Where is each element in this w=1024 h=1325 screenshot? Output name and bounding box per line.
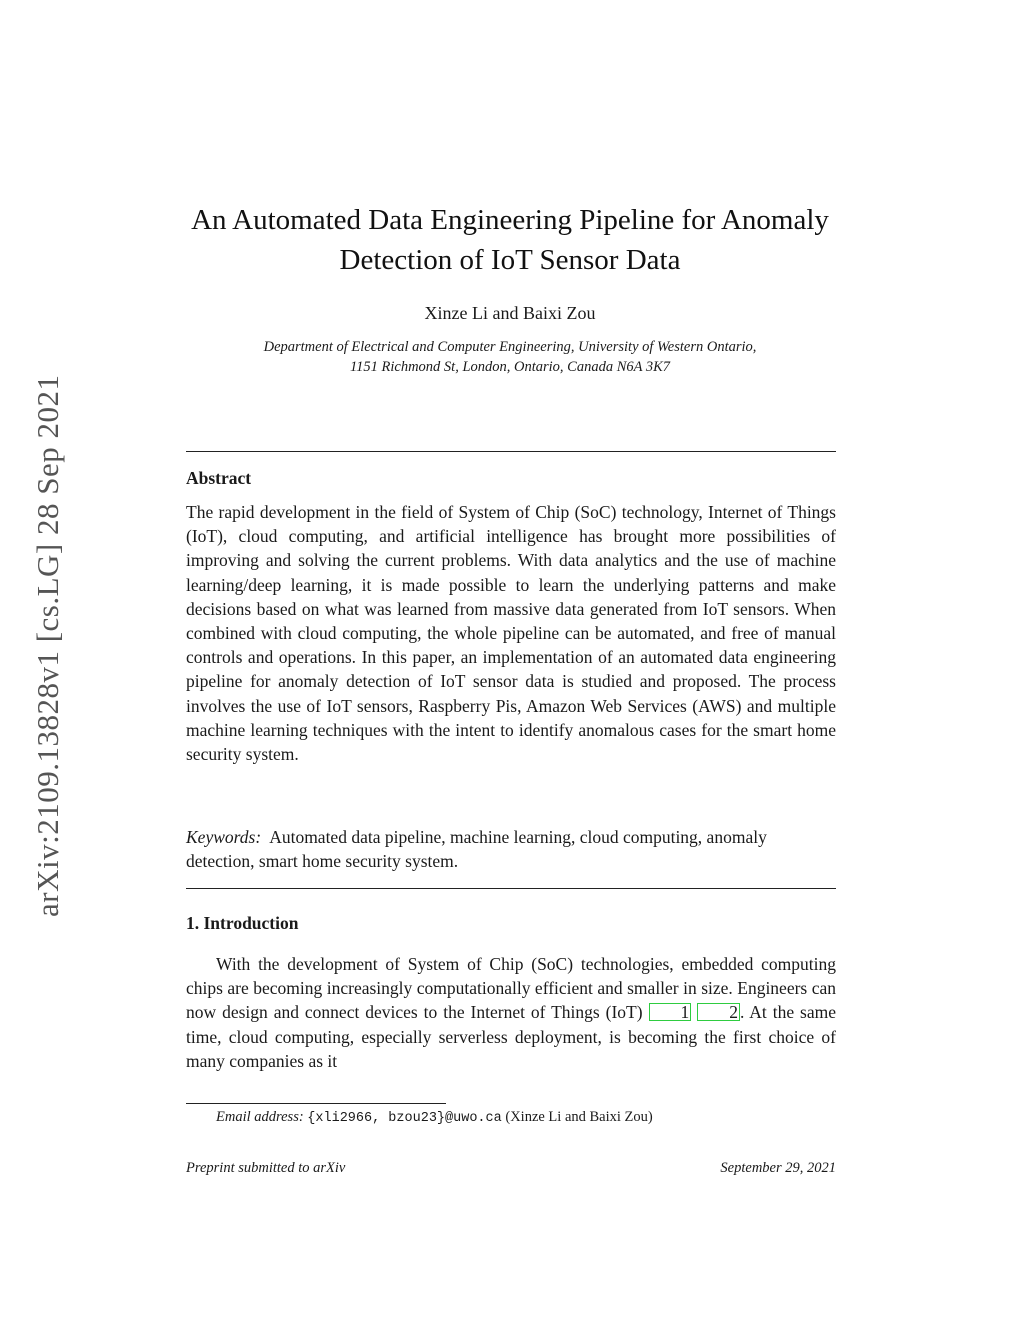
- intro-text-part-1: With the development of System of Chip (SoC) technologies, embedded computing chips are becoming increasingly computationally efficient and smaller in size. Engineers can now design and connect devices to the Internet of Things (IoT): [186, 954, 836, 1023]
- footnote-rule: [186, 1103, 446, 1104]
- introduction-text: [186, 952, 836, 1073]
- title-line-2: Detection of IoT Sensor Data: [339, 244, 681, 276]
- citation-link-1[interactable]: [649, 1003, 692, 1021]
- citation-1-number: 1: [680, 1002, 690, 1023]
- abstract-heading: Abstract: [186, 468, 252, 488]
- abstract-text: The rapid development in the field of System of Chip (SoC) technology, Internet of Things (IoT), cloud computing, and artificial intelligence has brought more possibilities of improving and solving the current problems. With data analytics and the use of machine learning/deep learning, it is made possible to learn the underlying patterns and make decisions based on what was learned from massive data generated from IoT sensors. When combined with cloud computing, the whole pipeline can be automated, and free of manual controls and operations. In this paper, an implementation of an automated data engineering pipeline for anomaly detection of IoT sensor data is studied and proposed. The process involves the use of IoT sensors, Raspberry Pis, Amazon Web Services (AWS) and multiple machine learning techniques with the intent to identify anomalous cases for the smart home security system.: [186, 502, 836, 765]
- affiliation-line-1: Department of Electrical and Computer Engineering, University of Western Ontario,: [263, 339, 757, 355]
- intro-text-part-2: . At the same time, cloud computing, especially serverless deployment, is becoming the first choice of many companies as it: [186, 1002, 836, 1071]
- introduction-heading: 1. Introduction: [186, 913, 299, 933]
- footnote-label: Email address:: [216, 1109, 304, 1125]
- affiliation: [150, 337, 870, 377]
- footer-date: September 29, 2021: [720, 1160, 836, 1176]
- keywords-text: Automated data pipeline, machine learning, cloud computing, anomaly detection, smart home security system.: [186, 827, 767, 872]
- citation-link-2[interactable]: [697, 1003, 740, 1021]
- arxiv-side-stamp: arXiv:2109.13828v1 [cs.LG] 28 Sep 2021: [30, 374, 65, 918]
- abstract-bottom-rule: [186, 888, 836, 889]
- footnote: [216, 1109, 653, 1126]
- title-line-1: An Automated Data Engineering Pipeline for Anomaly: [191, 204, 829, 236]
- footnote-emails[interactable]: {xli2966, bzou23}@uwo.ca: [307, 1111, 502, 1126]
- abstract-top-rule: [186, 451, 836, 452]
- keywords-label: Keywords:: [186, 827, 262, 847]
- footer-preprint-note: Preprint submitted to arXiv: [186, 1160, 346, 1176]
- keywords: [186, 825, 836, 873]
- footnote-names: (Xinze Li and Baixi Zou): [505, 1109, 653, 1125]
- citation-2-number: 2: [729, 1002, 738, 1023]
- authors: Xinze Li and Baixi Zou: [424, 303, 596, 323]
- affiliation-line-2: 1151 Richmond St, London, Ontario, Canada N6A 3K7: [349, 359, 671, 375]
- paper-title: [150, 200, 870, 280]
